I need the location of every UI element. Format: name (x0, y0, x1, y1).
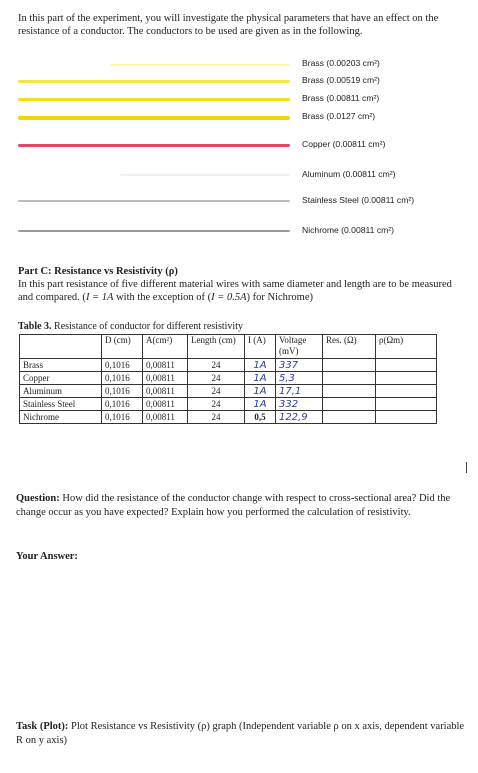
wire-brass-2 (18, 80, 290, 83)
material-cell: Nichrome (20, 411, 102, 424)
material-cell: Brass (20, 359, 102, 372)
table-row (20, 398, 437, 411)
part-c-section (18, 265, 458, 304)
table-header: ρ(Ωm) (376, 335, 437, 359)
wire-nichrome (18, 230, 290, 232)
length-cell: 24 (188, 359, 245, 372)
table-row (20, 372, 437, 385)
resistance-cell (323, 411, 376, 424)
resistance-cell (323, 359, 376, 372)
task-text: Plot Resistance vs Resistivity (ρ) graph (Independent variable ρ on x axis, dependent variable R on y axis) (16, 721, 465, 746)
voltage-cell: 122,9 (276, 411, 323, 424)
text-cursor (466, 462, 467, 473)
area-cell: 0,00811 (143, 372, 188, 385)
voltage-cell: 17,1 (276, 385, 323, 398)
table-number: Table 3. (18, 321, 52, 332)
diameter-cell: 0,1016 (102, 385, 143, 398)
table-row (20, 385, 437, 398)
diameter-cell: 0,1016 (102, 372, 143, 385)
part-c-body-text: In this part resistance of five different material wires with same diameter and length are to be measured and compared. ( (18, 279, 452, 303)
length-cell: 24 (188, 398, 245, 411)
table-header: Voltage (mV) (276, 335, 323, 359)
resistivity-cell (376, 385, 437, 398)
resistance-cell (323, 372, 376, 385)
resistance-cell (323, 398, 376, 411)
diameter-cell: 0,1016 (102, 359, 143, 372)
table-header-row (20, 335, 437, 359)
wire-label: Brass (0.00519 cm²) (302, 75, 380, 85)
part-c-title: Part C: Resistance vs Resistivity (ρ) (18, 266, 178, 277)
wire-label: Brass (0.00811 cm²) (302, 93, 380, 103)
material-cell: Stainless Steel (20, 398, 102, 411)
wire-label: Brass (0.0127 cm²) (302, 111, 376, 121)
wire-brass-3 (18, 98, 290, 101)
table-header: Res. (Ω) (323, 335, 376, 359)
wire-brass-1 (110, 64, 290, 66)
table-caption (18, 321, 243, 332)
material-cell: Copper (20, 372, 102, 385)
area-cell: 0,00811 (143, 359, 188, 372)
table-row (20, 359, 437, 372)
resistivity-cell (376, 372, 437, 385)
current-cell: 1A (245, 398, 276, 411)
current-cell: 0,5 (245, 411, 276, 424)
resistance-cell (323, 385, 376, 398)
table-row (20, 411, 437, 424)
part-c-body (18, 278, 458, 304)
voltage-cell: 332 (276, 398, 323, 411)
task-block (16, 720, 466, 748)
length-cell: 24 (188, 372, 245, 385)
wire-label: Brass (0.00203 cm²) (302, 58, 380, 68)
question-label: Question: (16, 493, 60, 504)
task-label: Task (Plot): (16, 721, 69, 732)
current-condition: I = 1A (85, 292, 114, 303)
wire-stainless-steel (18, 200, 290, 202)
wire-brass-4 (18, 116, 290, 120)
wire-label: Stainless Steel (0.00811 cm²) (302, 195, 415, 205)
resistivity-cell (376, 411, 437, 424)
voltage-cell: 5,3 (276, 372, 323, 385)
area-cell: 0,00811 (143, 398, 188, 411)
table-header: A(cm²) (143, 335, 188, 359)
current-cell: 1A (245, 385, 276, 398)
table-caption-text: Resistance of conductor for different resistivity (51, 321, 243, 332)
question-text: How did the resistance of the conductor change with respect to cross-sectional area? Did the change occur as you have expected? Explain how you performed the calculation of resistivity. (16, 493, 451, 518)
wire-aluminum (120, 174, 290, 176)
area-cell: 0,00811 (143, 411, 188, 424)
voltage-cell: 337 (276, 359, 323, 372)
part-c-body-text: with the exception of ( (113, 292, 212, 303)
wire-label: Nichrome (0.00811 cm²) (302, 225, 395, 235)
wire-label: Copper (0.00811 cm²) (302, 139, 386, 149)
part-c-body-text: ) for Nichrome) (246, 292, 313, 303)
wire-copper (18, 144, 290, 147)
area-cell: 0,00811 (143, 385, 188, 398)
resistivity-cell (376, 398, 437, 411)
intro-paragraph: In this part of the experiment, you will investigate the physical parameters that have an effect on the resistance of a conductor. The conductors to be used are given as in the following. (18, 13, 439, 37)
length-cell: 24 (188, 385, 245, 398)
answer-label: Your Answer: (16, 551, 78, 562)
current-cell: 1A (245, 372, 276, 385)
table-header: Length (cm) (188, 335, 245, 359)
table-header (20, 335, 102, 359)
material-cell: Aluminum (20, 385, 102, 398)
current-condition: I = 0.5A (211, 292, 247, 303)
current-cell: 1A (245, 359, 276, 372)
diameter-cell: 0,1016 (102, 398, 143, 411)
wire-label: Aluminum (0.00811 cm²) (302, 169, 396, 179)
length-cell: 24 (188, 411, 245, 424)
table-header: D (cm) (102, 335, 143, 359)
resistance-table (19, 334, 437, 424)
table-header: I (A) (245, 335, 276, 359)
diameter-cell: 0,1016 (102, 411, 143, 424)
question-block (16, 492, 456, 520)
resistivity-cell (376, 359, 437, 372)
